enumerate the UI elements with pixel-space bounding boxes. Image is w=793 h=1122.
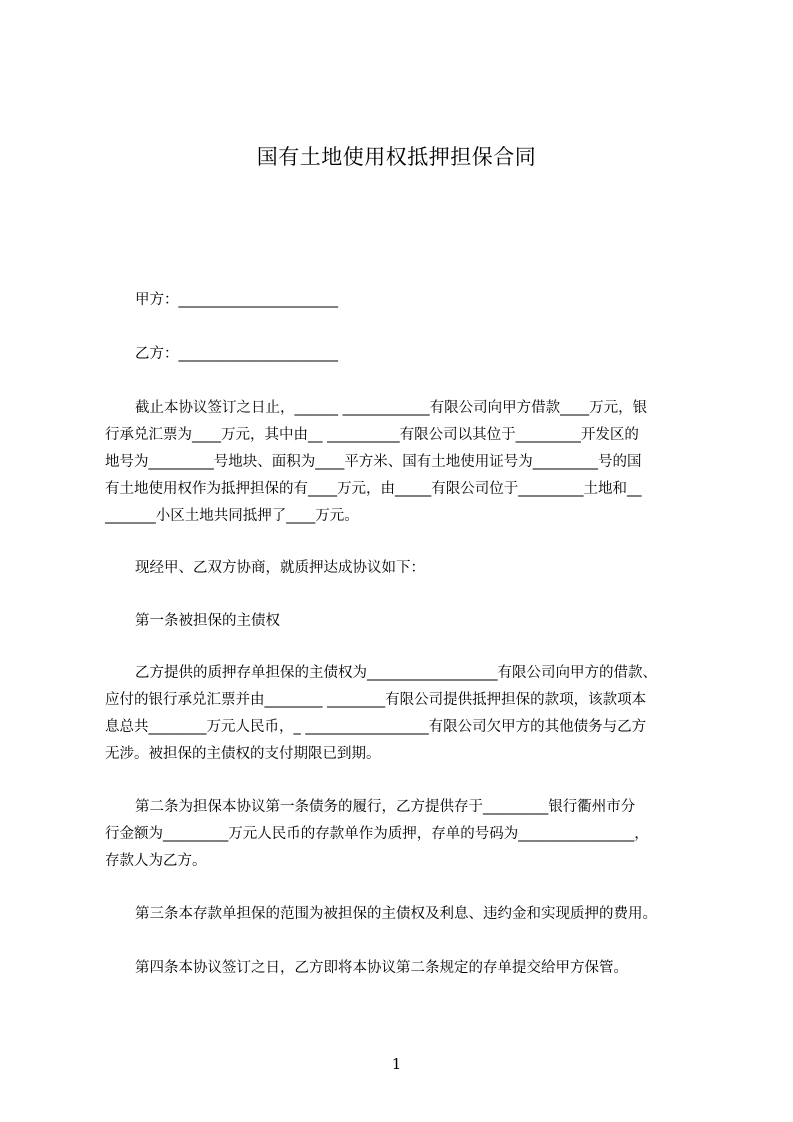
document-title: 国有土地使用权抵押担保合同 bbox=[256, 145, 537, 169]
paragraph-line: 息总共________万元人民币，_ _________________有限公司欠甲方的其他债务与乙方 bbox=[105, 719, 647, 735]
paragraph-line: 行金额为_________万元人民币的存款单作为质押，存单的号码为________________， bbox=[105, 826, 649, 842]
paragraph-line: 现经甲、乙双方协商，就质押达成协议如下： bbox=[135, 560, 425, 576]
paragraph-line: 存款人为乙方。 bbox=[105, 853, 207, 869]
paragraph-line: 截止本协议签订之日止，______ ____________有限公司向甲方借款____万元，银 bbox=[135, 400, 648, 416]
party-b-line: 乙方：______________________ bbox=[135, 346, 338, 362]
page-number: 1 bbox=[391, 1055, 402, 1073]
paragraph-line: 应付的银行承兑汇票并由________ ________有限公司提供抵押担保的款项，该款项本 bbox=[105, 692, 647, 708]
article-three: 第三条本存款单担保的范围为被担保的主债权及利息、违约金和实现质押的费用。 bbox=[135, 906, 657, 922]
paragraph-line: _______小区土地共同抵押了____万元。 bbox=[105, 508, 359, 524]
paragraph-line: 乙方提供的质押存单担保的主债权为__________________有限公司向甲方的借款、 bbox=[135, 665, 657, 681]
party-a-line: 甲方：______________________ bbox=[135, 292, 338, 308]
article-heading: 第一条被担保的主债权 bbox=[135, 613, 280, 629]
paragraph-line: 有土地使用权作为抵押担保的有____万元，由_____有限公司位于_________土地和__ bbox=[105, 481, 642, 497]
paragraph-line: 行承兑汇票为____万元，其中由__ __________有限公司以其位于_________开发区的 bbox=[105, 427, 639, 443]
article-four: 第四条本协议签订之日，乙方即将本协议第二条规定的存单提交给甲方保管。 bbox=[135, 960, 628, 976]
paragraph-line: 无涉。被担保的主债权的支付期限已到期。 bbox=[105, 746, 381, 762]
paragraph-line: 第二条为担保本协议第一条债务的履行，乙方提供存于_________银行衢州市分 bbox=[135, 799, 636, 815]
paragraph-line: 地号为_________号地块、面积为____平方米、国有土地使用证号为_________号的国 bbox=[105, 454, 642, 470]
